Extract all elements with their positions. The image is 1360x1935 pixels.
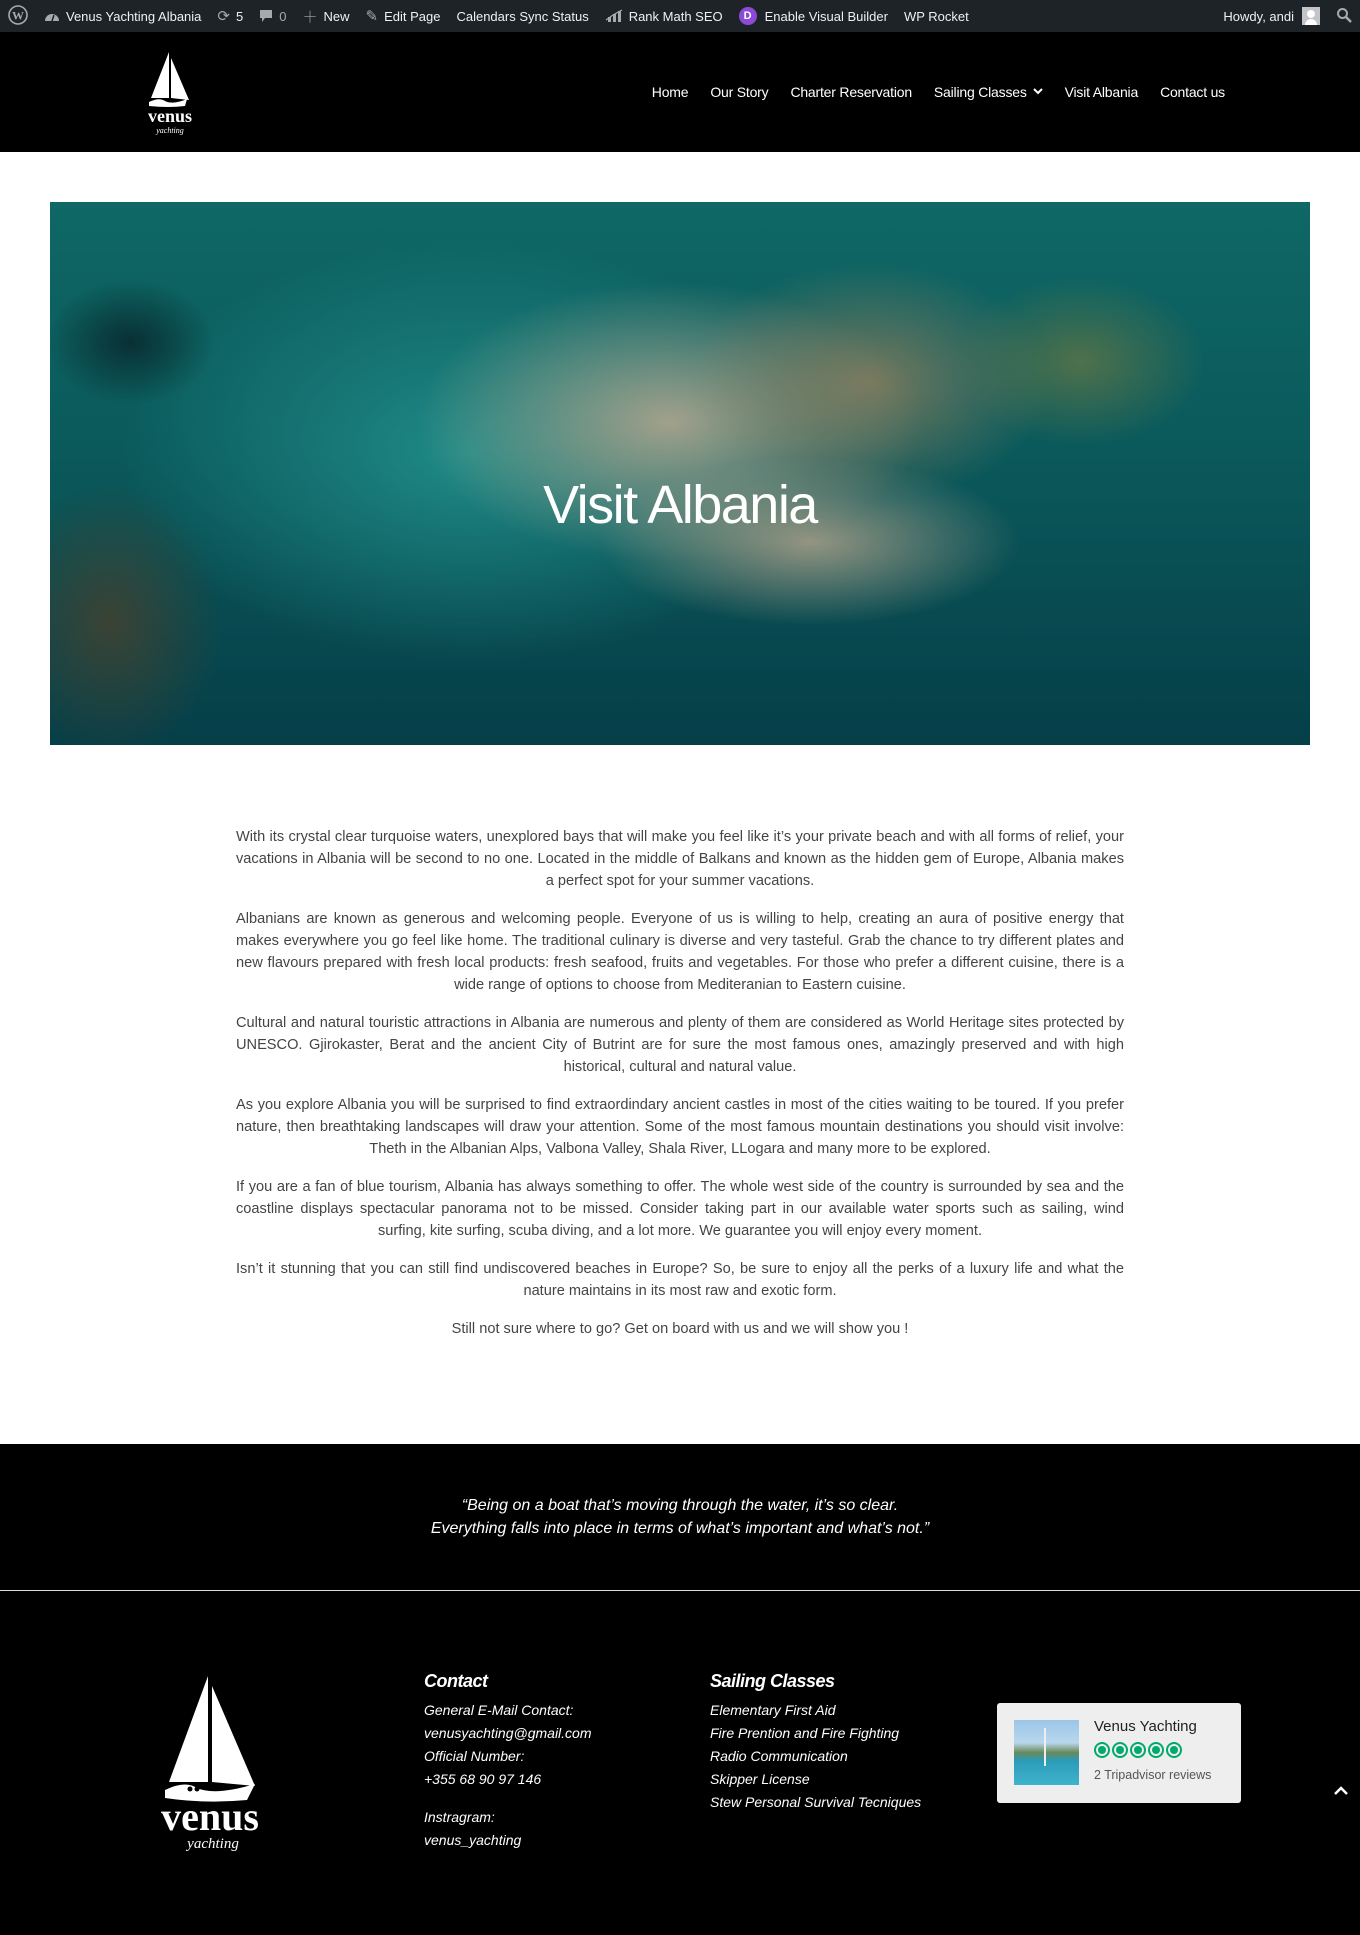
enable-visual-builder-link[interactable] bbox=[731, 0, 896, 32]
rating-bubble-icon bbox=[1094, 1742, 1110, 1758]
footer-sailing-classes bbox=[710, 1670, 921, 1814]
site-logo[interactable] bbox=[135, 50, 205, 136]
paragraph: With its crystal clear turquoise waters, unexplored bays that will make you feel like it’s your private beach and with all forms of relief, your vacations in Albania will be second to no one. Located in the middle of Balkans and known as the hidden gem of Europe, Albania makes a perfect spot for your summer vacations. bbox=[236, 829, 1124, 889]
dashboard-icon bbox=[44, 9, 60, 23]
edit-page-label: Edit Page bbox=[384, 8, 441, 24]
updates-count: 5 bbox=[236, 8, 244, 24]
main-nav bbox=[652, 32, 1225, 152]
wp-rocket-menu[interactable] bbox=[896, 0, 977, 32]
svg-text:W: W bbox=[12, 8, 24, 22]
site-header bbox=[0, 32, 1360, 152]
email-link[interactable]: venusyachting@gmail.com bbox=[424, 1725, 592, 1741]
email-label: General E-Mail Contact: bbox=[424, 1702, 574, 1718]
quote-line-1: “Being on a boat that’s moving through the water, it’s so clear. bbox=[461, 1497, 899, 1514]
svg-text:venus: venus bbox=[147, 106, 193, 126]
sailing-class-link[interactable]: Skipper License bbox=[710, 1771, 810, 1787]
instagram-link[interactable]: venus_yachting bbox=[424, 1832, 522, 1848]
main-content bbox=[236, 826, 1124, 1356]
nav-contact-us[interactable]: Contact us bbox=[1160, 84, 1225, 100]
chevron-down-icon bbox=[1033, 87, 1043, 98]
sailing-class-link[interactable]: Fire Prention and Fire Fighting bbox=[710, 1725, 900, 1741]
rating-bubbles bbox=[1094, 1742, 1182, 1758]
pencil-icon: ✎ bbox=[365, 8, 379, 25]
new-label: New bbox=[323, 8, 350, 24]
page-title: Visit Albania bbox=[543, 475, 817, 535]
paragraph: As you explore Albania you will be surprised to find extraordindary ancient castles in most of the cities waiting to be toured. If you prefer nature, then breathtaking landscapes will draw your attention. Some of the most famous mountain destinations you should visit involve: Theth in the Albanian Alps, Valbona Valley, Shala River, LLogara and many more to be explored. bbox=[236, 1097, 1124, 1157]
divi-icon: D bbox=[739, 7, 757, 25]
comment-icon bbox=[259, 9, 273, 23]
svg-text:venus: venus bbox=[161, 1794, 259, 1839]
howdy-label: Howdy, andi bbox=[1223, 8, 1294, 24]
nav-sailing-classes[interactable] bbox=[934, 84, 1043, 100]
sailing-class-link[interactable]: Radio Communication bbox=[710, 1748, 848, 1764]
nav-home[interactable]: Home bbox=[651, 84, 689, 100]
sailing-classes-heading: Sailing Classes bbox=[710, 1671, 835, 1691]
nav-sailing-classes-label: Sailing Classes bbox=[933, 84, 1027, 100]
calendars-sync-label: Calendars Sync Status bbox=[456, 8, 589, 24]
phone-link[interactable]: +355 68 90 97 146 bbox=[424, 1771, 542, 1787]
search-icon bbox=[1336, 7, 1352, 26]
paragraph: Cultural and natural touristic attractions in Albania are numerous and plenty of them are considered as World Heritage sites protected by UNESCO. Gjirokaster, Berat and the ancient City of Butrint are for sure the most famous ones, amazingly preserved and with high historical, cultural and natural value. bbox=[236, 1015, 1124, 1075]
wp-logo-menu[interactable] bbox=[0, 0, 36, 32]
comments-menu[interactable] bbox=[251, 0, 294, 32]
hero-banner bbox=[50, 202, 1310, 745]
footer-logo[interactable] bbox=[135, 1672, 285, 1852]
quote-line-2: Everything falls into place in terms of what’s important and what’s not.” bbox=[430, 1520, 930, 1537]
scroll-to-top-button[interactable] bbox=[1333, 1783, 1349, 1797]
wp-admin-bar bbox=[0, 0, 1360, 32]
quote bbox=[0, 1494, 1360, 1540]
paragraph: Isn’t it stunning that you can still find undiscovered beaches in Europe? So, be sure to enjoy all the perks of a luxury life and what the nature maintains in its most raw and exotic form. bbox=[236, 1261, 1124, 1299]
site-name: Venus Yachting Albania bbox=[66, 8, 202, 24]
edit-page-link[interactable] bbox=[358, 0, 449, 32]
paragraph: Still not sure where to go? Get on board with us and we will show you ! bbox=[451, 1321, 909, 1337]
chevron-up-icon bbox=[1333, 1783, 1349, 1800]
nav-our-story[interactable]: Our Story bbox=[710, 84, 769, 100]
rating-bubble-icon bbox=[1130, 1742, 1146, 1758]
my-account-menu[interactable] bbox=[1215, 0, 1328, 32]
updates-menu[interactable] bbox=[209, 0, 251, 32]
rating-bubble-icon bbox=[1148, 1742, 1164, 1758]
phone-label: Official Number: bbox=[424, 1748, 525, 1764]
contact-heading: Contact bbox=[424, 1671, 488, 1691]
new-content-menu[interactable] bbox=[294, 0, 357, 32]
nav-charter-reservation[interactable]: Charter Reservation bbox=[790, 84, 912, 100]
rating-bubble-icon bbox=[1112, 1742, 1128, 1758]
wp-rocket-label: WP Rocket bbox=[903, 8, 969, 24]
avatar bbox=[1302, 7, 1320, 25]
admin-search-button[interactable] bbox=[1328, 0, 1360, 32]
site-name-menu[interactable] bbox=[36, 0, 209, 32]
tripadvisor-photo bbox=[1014, 1720, 1079, 1785]
updates-icon: ⟳ bbox=[217, 8, 230, 25]
plus-icon: ＋ bbox=[302, 8, 318, 26]
sailing-class-link[interactable]: Stew Personal Survival Tecniques bbox=[710, 1794, 922, 1810]
footer-contact bbox=[424, 1670, 592, 1852]
tripadvisor-widget[interactable] bbox=[997, 1703, 1241, 1803]
tripadvisor-business-name[interactable]: Venus Yachting bbox=[1094, 1718, 1197, 1735]
calendars-sync-link[interactable] bbox=[448, 0, 596, 32]
sailing-class-link[interactable]: Elementary First Aid bbox=[710, 1702, 836, 1718]
visual-builder-label: Enable Visual Builder bbox=[764, 8, 888, 24]
paragraph: Albanians are known as generous and welcoming people. Everyone of us is willing to help, creating an aura of positive energy that makes everywhere you go feel like home. The traditional culinary is diverse and very tasteful. Grab the chance to try different plates and new flavours prepared with fresh local products: fresh seafood, fruits and vegetables. For those who prefer a different cuisine, there is a wide range of options to choose from Mediteranian to Eastern cuisine. bbox=[236, 911, 1124, 993]
paragraph: If you are a fan of blue tourism, Albania has always something to offer. The whole west side of the country is surrounded by sea and the coastline displays spectacular panorama not to be missed. Consider taking part in our available water sports such as sailing, wind surfing, kite surfing, scuba diving, and a lot more. We guarantee you will enjoy every moment. bbox=[236, 1179, 1124, 1239]
svg-text:yachting: yachting bbox=[156, 126, 184, 135]
tripadvisor-reviews-link[interactable]: 2 Tripadvisor reviews bbox=[1094, 1768, 1212, 1782]
wordpress-icon bbox=[8, 5, 28, 28]
nav-visit-albania[interactable]: Visit Albania bbox=[1064, 84, 1139, 100]
rating-bubble-icon bbox=[1166, 1742, 1182, 1758]
rank-math-menu[interactable] bbox=[597, 0, 731, 32]
rank-math-icon bbox=[605, 9, 623, 23]
instagram-label: Instragram: bbox=[424, 1809, 495, 1825]
svg-text:yachting: yachting bbox=[187, 1836, 239, 1852]
rank-math-label: Rank Math SEO bbox=[628, 8, 723, 24]
comments-count: 0 bbox=[279, 8, 287, 24]
divider bbox=[0, 1590, 1360, 1591]
